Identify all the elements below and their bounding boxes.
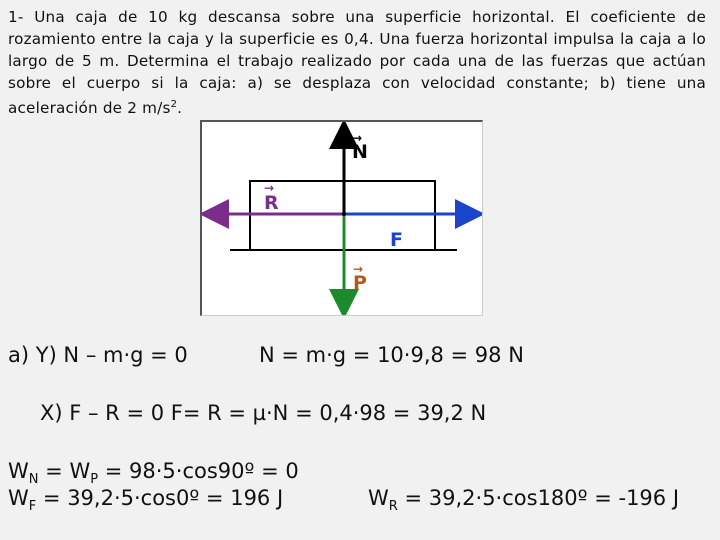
label-F: F bbox=[390, 229, 403, 251]
label-N-arrow: → bbox=[352, 131, 363, 145]
solution-line-x: X) F – R = 0 F= R = µ·N = 0,4·98 = 39,2 N bbox=[40, 401, 487, 425]
wf-subscript: F bbox=[28, 499, 37, 514]
solution-line-a-left: a) Y) N – m·g = 0 bbox=[8, 343, 188, 367]
label-P-arrow: → bbox=[353, 262, 364, 276]
force-diagram-svg bbox=[202, 122, 482, 315]
label-P: P bbox=[353, 272, 367, 294]
wn-equals: = W bbox=[38, 459, 91, 483]
label-N: N bbox=[352, 141, 368, 163]
solution-line-a-right: N = m·g = 10·9,8 = 98 N bbox=[259, 343, 524, 367]
application-point bbox=[342, 212, 346, 216]
work-normal-weight bbox=[8, 458, 299, 487]
wn-symbol: W bbox=[8, 459, 29, 483]
problem-end: . bbox=[177, 99, 183, 118]
label-R: R bbox=[264, 192, 279, 214]
wf-rest: = 39,2·5·cos0º = 196 J bbox=[36, 486, 284, 510]
problem-statement bbox=[8, 6, 706, 119]
force-diagram bbox=[200, 120, 483, 316]
label-R-arrow: → bbox=[264, 181, 275, 195]
wr-subscript: R bbox=[388, 499, 398, 514]
wr-symbol: W bbox=[368, 486, 389, 510]
work-force-F bbox=[8, 485, 284, 514]
wf-symbol: W bbox=[8, 486, 29, 510]
problem-superscript: 2 bbox=[170, 99, 178, 110]
wp-subscript: P bbox=[90, 472, 99, 487]
work-friction-R bbox=[368, 485, 680, 514]
wn-rest: = 98·5·cos90º = 0 bbox=[98, 459, 299, 483]
wn-subscript: N bbox=[28, 472, 39, 487]
problem-text: 1- Una caja de 10 kg descansa sobre una superficie horizontal. El coeficiente de rozamiento entre la caja y la superficie es 0,4. Una fuerza horizontal impulsa la caja a lo largo de 5 m. Determina el trabajo realizado por cada una de las fuerzas que actúan sobre el cuerpo si la caja: a) se desplaza con velocidad constante; b) tiene una aceleración de 2 m/s bbox=[8, 8, 706, 118]
wr-rest: = 39,2·5·cos180º = -196 J bbox=[397, 486, 680, 510]
